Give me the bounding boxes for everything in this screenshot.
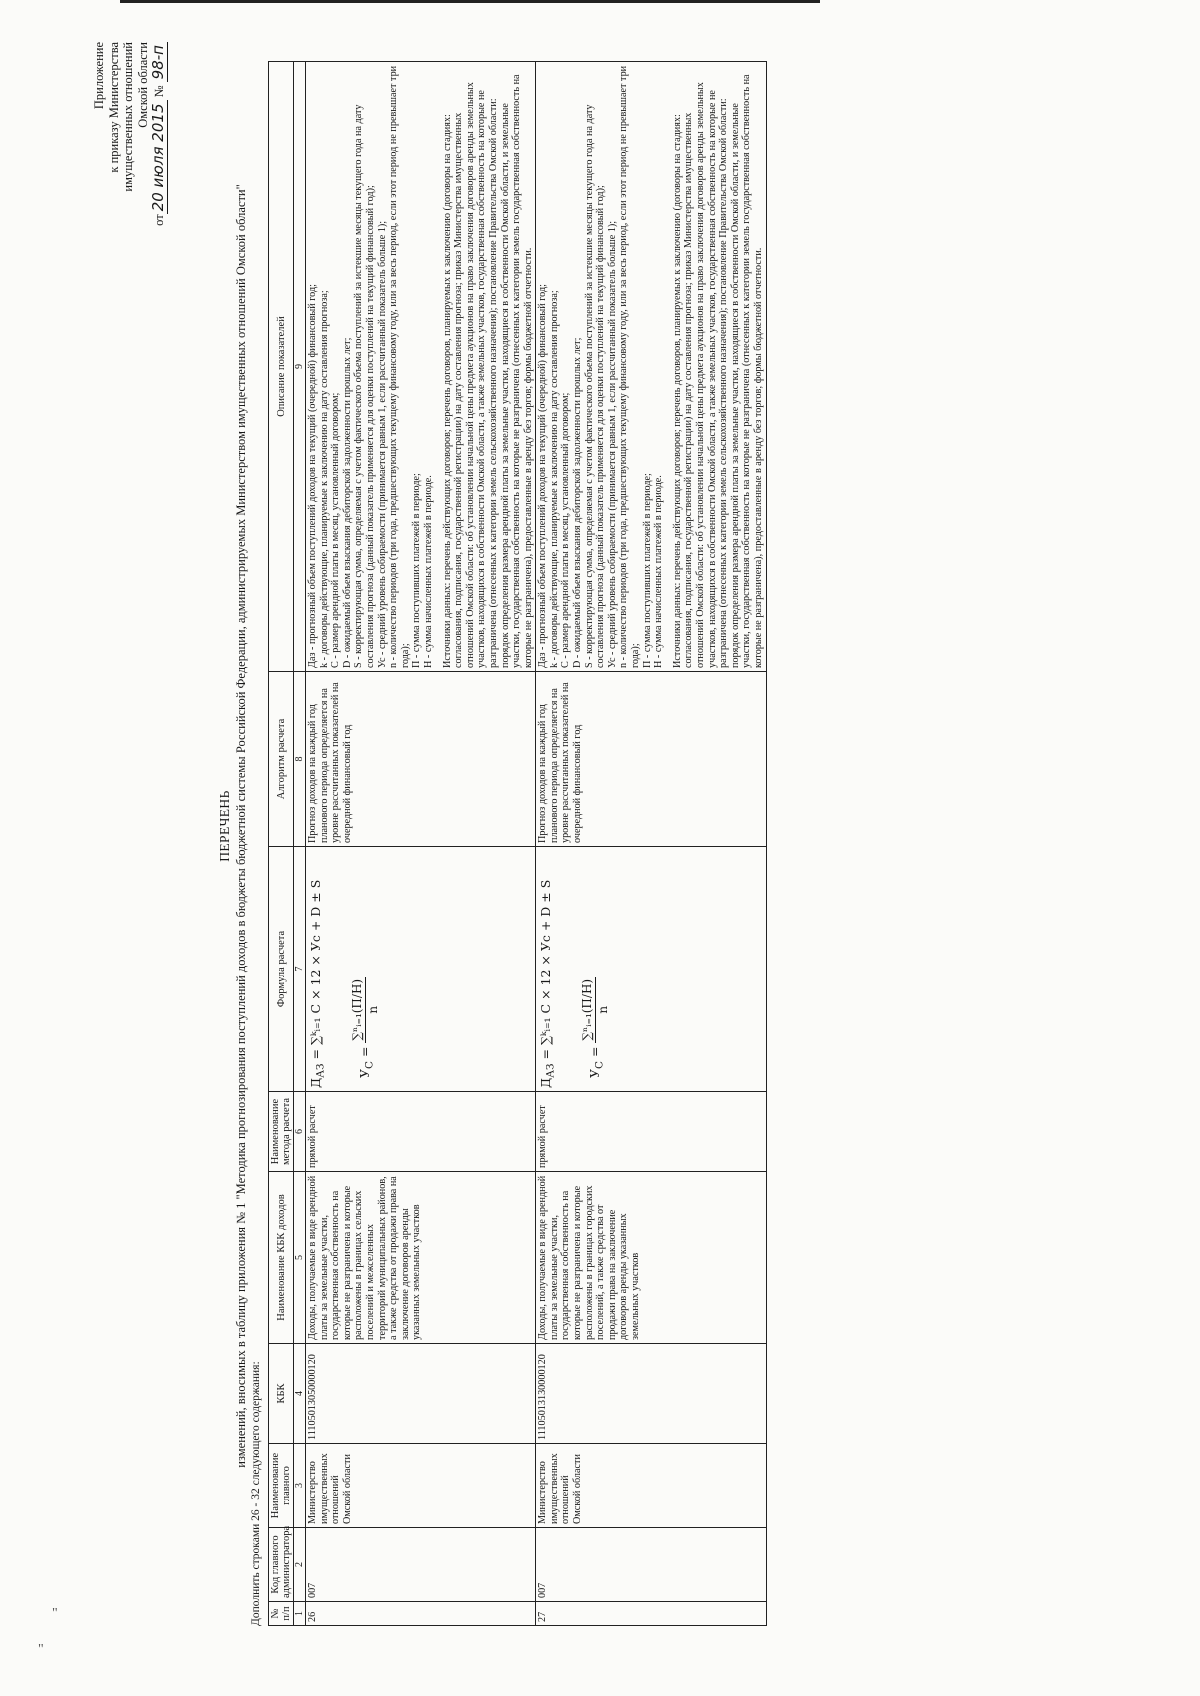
description-gap <box>665 65 672 668</box>
kbk-name: Доходы, получаемые в виде арендной платы за земельные участки, государственная собственность на которые не разграничена и которые расположены в границах городских поселений, а также средства от продажи права на заключение договоров аренды указанных земельных участков <box>536 1172 766 1344</box>
column-number: 2 <box>294 1528 306 1602</box>
description-line: Н - сумма начисленных платежей в периоде. <box>422 475 434 668</box>
approval-line: Приложение <box>92 42 106 110</box>
table-row <box>536 62 766 1626</box>
kbk-code: 11105013050000120 <box>306 1344 536 1444</box>
column-number: 1 <box>294 1602 306 1626</box>
header-cell: Наименование метода расчета <box>269 1092 294 1172</box>
description-line: C - размер арендной платы в месяц, установленный договором; <box>330 392 342 668</box>
formula-main: $Д_{АЗ}$ = ∑ᵏᵢ₌₁ С × 12 × Ус + D ± S <box>308 879 327 1088</box>
column-number: 8 <box>294 672 306 847</box>
description-gap <box>435 65 442 668</box>
description-line: П - сумма поступивших платежей в периоде; <box>641 473 653 668</box>
indicator-description <box>536 62 766 672</box>
document-title <box>217 76 249 1576</box>
formula-collection-rate: $У_С$ = ∑ⁿᵢ₌₁(П/Н) n <box>349 978 380 1078</box>
description-line: Ус - средний уровень собираемости (принимается равным 1, если рассчитанный показатель больше 1); <box>376 220 388 668</box>
header-cell: Наименование главного <box>269 1444 294 1528</box>
formula-cell <box>306 847 536 1092</box>
indicator-description <box>306 62 536 672</box>
row-number: 26 <box>306 1602 536 1626</box>
table-body <box>306 62 767 1626</box>
changes-table <box>268 61 767 1626</box>
description-line: Н - сумма начисленных платежей в периоде. <box>653 475 665 668</box>
table-header-row <box>269 62 294 1626</box>
column-number: 7 <box>294 847 306 1092</box>
description-line: C - размер арендной платы в месяц, установленный договором; <box>560 392 572 668</box>
formula-collection-rate: $У_С$ = ∑ⁿᵢ₌₁(П/Н) n <box>579 978 610 1078</box>
handwritten-number: 98-п <box>149 42 168 82</box>
formula-cell <box>536 847 766 1092</box>
description-line: П - сумма поступивших платежей в периоде; <box>411 473 423 668</box>
approval-line: к приказу Министерства <box>106 42 121 173</box>
column-number: 4 <box>294 1344 306 1444</box>
column-number: 5 <box>294 1172 306 1344</box>
description-line: Ус - средний уровень собираемости (принимается равным 1, если рассчитанный показатель больше 1); <box>606 220 618 668</box>
scan-mark: " <box>52 1606 58 1621</box>
date-prefix: от <box>152 214 166 226</box>
column-number: 6 <box>294 1092 306 1172</box>
description-line: Источники данных: перечень действующих договоров; перечень договоров, планируемых к заключению (договоры на стадиях: согласования, подписания, государственной регистрации) на дату составления прогноза; приказ Министерства имущественных отношений Омской области: об установлении начальной цены предмета аукционов на право заключения договоров аренды земельных участков, находящихся в собственности Омской области, а также земельных участков, государственная собственность на которые не разграничена (отнесенных к категории земель сельскохозяйственного назначения); постановление Правительства Омской области: порядок определения размера арендной платы за земельные участки, находящиеся в собственности Омской области, и земельные участки, государственная собственность на которые не разграничена (отнесенных к категории земель государственная собственность на которые не разграничена), предоставленные в аренду без торгов; формы бюджетной отчетности. <box>441 74 534 668</box>
description-line: Даз - прогнозный объем поступлений доходов на текущий (очередной) финансовый год; <box>307 284 318 668</box>
approval-line: имущественных отношений <box>121 42 135 192</box>
approval-line: Омской области <box>135 42 150 128</box>
handwritten-date: 20 июля 2015 <box>149 101 168 215</box>
header-cell: КБК <box>269 1344 294 1444</box>
description-line: Источники данных: перечень действующих договоров; перечень договоров, планируемых к заключению (договоры на стадиях: согласования, подписания, государственной регистрации) на дату составления прогноза; приказ Министерства имущественных отношений Омской области: об установлении начальной цены предмета аукционов на право заключения договоров аренды земельных участков, находящихся в собственности Омской области, а также земельных участков, государственная собственность на которые не разграничена (отнесенных к категории земель сельскохозяйственного назначения); постановление Правительства Омской области: порядок определения размера арендной платы за земельные участки, находящиеся в собственности Омской области, и земельные участки, государственная собственность на которые не разграничена (отнесенных к категории земель государственная собственность на которые не разграничена), предоставленные в аренду без торгов; формы бюджетной отчетности. <box>671 74 764 668</box>
method-name: прямой расчет <box>536 1092 766 1172</box>
row-number: 27 <box>536 1602 766 1626</box>
header-cell: Код главного администратора <box>269 1528 294 1602</box>
scan-mark: " <box>38 1642 44 1657</box>
column-number: 3 <box>294 1444 306 1528</box>
header-cell: Наименование КБК доходов <box>269 1172 294 1344</box>
approval-block <box>92 42 167 362</box>
admin-code: 007 <box>536 1528 766 1602</box>
title-main: ПЕРЕЧЕНЬ <box>217 790 232 862</box>
column-number: 9 <box>294 62 306 672</box>
kbk-name: Доходы, получаемые в виде арендной платы за земельные участки, государственная собственность на которые не разграничена и которые расположены в границах сельских поселений и межселенных территорий муниципальных районов, а также средства от продажи права на заключение договоров аренды указанных земельных участков <box>306 1172 536 1344</box>
description-line: D - ожидаемый объем взыскания дебиторской задолженности прошлых лет; <box>572 337 584 668</box>
description-line: n - количество периодов (три года, предшествующих текущему финансовому году, или за весь период, если этот период не превышает три года); <box>388 65 411 668</box>
formula-main: $Д_{АЗ}$ = ∑ᵏᵢ₌₁ С × 12 × Ус + D ± S <box>538 879 557 1088</box>
header-cell: Формула расчета <box>269 847 294 1092</box>
approval-date-line <box>151 42 167 362</box>
description-line: D - ожидаемый объем взыскания дебиторской задолженности прошлых лет; <box>341 337 353 668</box>
header-cell: Описание показателей <box>269 62 294 672</box>
column-number-row <box>294 62 306 1626</box>
algorithm-text: Прогноз доходов на каждый год планового периода определяется на уровне рассчитанных показателей на очередной финансовый год <box>306 672 536 847</box>
method-name: прямой расчет <box>306 1092 536 1172</box>
intro-text: Дополнить строками 26 - 32 следующего содержания: <box>250 1361 262 1626</box>
admin-name: Министерство имущественных отношений Омской области <box>306 1444 536 1528</box>
title-subtitle: изменений, вносимых в таблицу приложения № 1 "Методика прогнозирования поступлений доходов в бюджеты бюджетной системы Российской Федерации, администрируемых Министерством имущественных отношений Омской области" <box>234 184 248 1468</box>
header-cell: Алгоритм расчета <box>269 672 294 847</box>
header-cell: № п/п <box>269 1602 294 1626</box>
description-line: k - договоры действующие, планируемые к заключению на дату составления прогноза; <box>548 290 560 668</box>
description-line: S - корректирующая сумма, определяемая с учетом фактического объема поступлений за истекшие месяцы текущего года на дату составления прогноза (данный показатель применяется для оценки поступлений на текущий финансовый год); <box>353 104 376 668</box>
description-line: Даз - прогнозный объем поступлений доходов на текущий (очередной) финансовый год; <box>537 284 549 668</box>
admin-name: Министерство имущественных отношений Омской области <box>536 1444 766 1528</box>
description-line: S - корректирующая сумма, определяемая с учетом фактического объема поступлений за истекшие месяцы текущего года на дату составления прогноза (данный показатель применяется для оценки поступлений на текущий финансовый год); <box>583 104 607 668</box>
algorithm-text: Прогноз доходов на каждый год планового периода определяется на уровне рассчитанных показателей на очередной финансовый год <box>536 672 766 847</box>
description-line: n - количество периодов (три года, предшествующих текущему финансовому году, или за весь период, если этот период не превышает три года); <box>618 65 642 668</box>
table-row <box>306 62 536 1626</box>
kbk-code: 11105013130000120 <box>536 1344 766 1444</box>
description-line: k - договоры действующие, планируемые к заключению на дату составления прогноза; <box>318 290 330 668</box>
number-prefix: № <box>152 85 166 98</box>
admin-code: 007 <box>306 1528 536 1602</box>
